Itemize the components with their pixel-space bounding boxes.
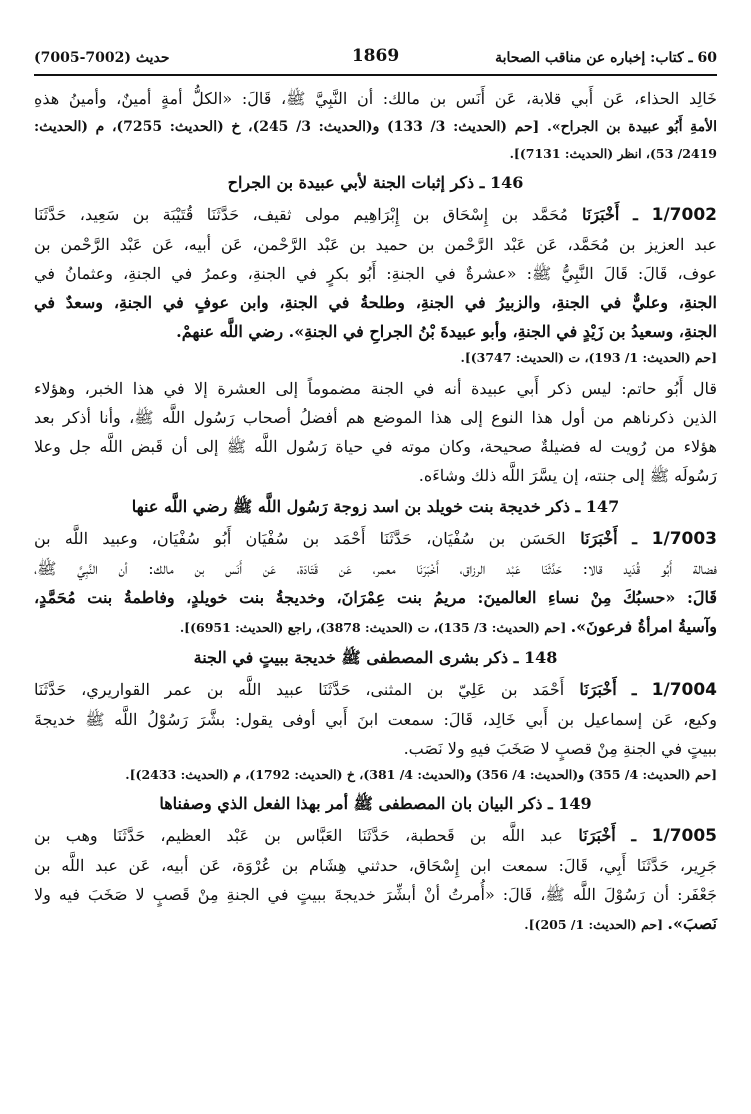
chapter-title: 60 ـ كتاب: إخباره عن مناقب الصحابة	[495, 50, 717, 66]
hadith-line	[34, 675, 717, 705]
hadith-opening: ـ أَخْبَرَنَا	[565, 529, 652, 548]
page-header	[34, 46, 717, 70]
hadith-line	[34, 200, 717, 230]
hadith-line: قَالَ: «حسبُكَ مِنْ نساءِ العالمينَ: مريمُ بنت عِمْرَانَ، وخديجةُ بنت خويلدٍ، وفاطمةُ بنت مُحَمَّدٍ،	[34, 588, 717, 607]
page-body	[34, 84, 717, 938]
hadith-line	[34, 612, 717, 641]
hadith-text: وآسيةُ امرأةُ فرعونَ».	[570, 617, 717, 636]
hadith-text: نَصبَ».	[667, 914, 717, 933]
commentary-line: الذين ذكرناهم من أول هذا النوع إلى هذا الموضع هم أفضلُ أصحاب رَسُول اللَّه ﷺ، وأنا أذكر بعد	[34, 408, 717, 427]
hadith-line: ببيتٍ في الجنةِ مِنْ قصبٍ لا صَخَبَ فيهِ ولا نَصَب.	[403, 739, 717, 758]
hadith-text: الحَسَن بن سُفْيَان، حَدَّثَنَا أَحْمَد بن سُفْيَان أَبُو سُفْيَان، وعبيد اللَّه بن	[34, 529, 566, 548]
commentary-line: قال أَبُو حاتم: ليس ذكر أَبي عبيدة أنه في الجنة مضموماً إلى العشرة إلا في هذا الخبر، وهؤلاء	[34, 379, 717, 398]
hadith-ref: [حم (الحديث: 3/ 135)، ت (الحديث: 3878)، راجع (الحديث: 6951)].	[179, 620, 571, 635]
hadith-line: وكيع، عَن إسماعيل بن أَبي خَالِد، قَالَ: سمعت ابنَ أَبي أوفى يقول: بشَّرَ رَسُوْلُ اللَّه ﷺ خديجةَ	[34, 710, 717, 729]
hadith-ref: [حم (الحديث: 1/ 193)، ت (الحديث: 3747)].	[460, 350, 717, 365]
page-number: 1869	[351, 46, 400, 66]
commentary-line: هؤلاء من رُويت له فضيلةٌ صحيحة، وكان موته في حياة رَسُول اللَّه ﷺ إلى أن قَبض اللَّه جل وعلا	[34, 437, 717, 456]
hadith-text: مُحَمَّد بن إِسْحَاق بن إِبْرَاهِيم مولى ثقيف، حَدَّثَنَا قُتَيْبَة بن سَعِيد، حَدَّثَنَا	[34, 205, 569, 224]
hadith-text: جَعْفَر: أن رَسُوْلَ اللَّه ﷺ، قَالَ: «أُمرتُ أنْ أبشِّرَ خديجةَ ببيتٍ في الجنةِ مِنْ قَصبٍ لا صَخَبَ فيه ولا	[34, 885, 717, 904]
section-heading: 148 ـ ذكر بشرى المصطفى ﷺ خديجة ببيتٍ في الجنة	[193, 648, 558, 667]
hadith-line	[34, 259, 717, 288]
hadith-opening: ـ أَخْبَرَنَا	[564, 680, 652, 699]
section-heading: 146 ـ ذكر إثبات الجنة لأبي عبيدة بن الجراح	[227, 173, 524, 192]
hadith-line: جَرِير، حَدَّثَنَا أَبِي، قَالَ: سمعت ابن إِسْحَاق، حدثني هِشَام بن عُرْوَة، عَن أبيه، عَن عبد اللَّه بن	[34, 856, 717, 875]
hadith-ref: [حم (الحديث: 4/ 355) و(الحديث: 4/ 356) و(الحديث: 4/ 381)، خ (الحديث: 1792)، م (الحديث: 2433)].	[125, 767, 717, 782]
hadith-line: الجنةِ، وسعيدُ بن زَيْدٍ في الجنةِ، وأبو عبيدةَ بْنُ الجراحِ في الجنةِ». رضي اللَّه عنهمْ.	[176, 322, 717, 341]
hadith-line	[34, 821, 717, 851]
section-heading: 147 ـ ذكر خديجة بنت خويلد بن اسد زوجة رَسُول اللَّه ﷺ رضي اللَّه عنها	[131, 497, 620, 516]
hadith-ref: [حم (الحديث: 1/ 205)].	[524, 917, 668, 932]
intro-ref: 2419/ 53)، انظر (الحديث: 7131)].	[509, 146, 717, 161]
hadith-number: 1/7003	[651, 529, 718, 549]
header-rule	[34, 74, 717, 76]
hadith-line	[34, 909, 717, 938]
hadith-line: الجنةِ، وعليٌّ في الجنةِ، والزبيرُ في الجنةِ، وطلحةُ في الجنةِ، وابن عوفٍ في الجنةِ، وسعدٌ في	[34, 293, 718, 312]
intro-line: خَالِد الحذاء، عَن أَبي قلابة، عَن أَنَس بن مالك: أن النَّبِيَّ ﷺ، قَالَ: «الكلُّ أمةٍ أمينٌ، وأمينُ هذهِ	[34, 89, 717, 108]
hadith-text: أَحْمَد بن عَلِيّ بن المثنى، حَدَّثَنَا عبيد اللَّه بن عمر القواريري، حَدَّثَنَا	[34, 680, 565, 699]
hadith-opening: ـ أَخْبَرَنَا	[568, 205, 652, 224]
hadith-opening: ـ أَخْبَرَنَا	[562, 826, 652, 845]
hadith-line: فضالة أَبُو قُدَيد قالا: حَدَّثَنَا عَبْد الرزاق، أَخْبَرَنَا معمر، عَن قَتَادَة، عَن أَنَس بن مالك: أن النَّبِيَّ ﷺ،	[34, 559, 717, 578]
intro-line: الأمةِ أَبُو عبيدة بن الجراح». [حم (الحديث: 3/ 133) و(الحديث: 3/ 245)، خ (الحديث: 7255)، م (الحديث:	[34, 119, 717, 135]
commentary-line: رَسُولَه ﷺ إلى جنته، إن يسَّرَ اللَّه ذلك وشاءَه.	[418, 466, 717, 485]
section-heading: 149 ـ ذكر البيان بان المصطفى ﷺ أمر بهذا الفعل الذي وصفناها	[159, 794, 592, 813]
hadith-line	[34, 524, 717, 554]
hadith-number: 1/7002	[651, 205, 717, 225]
hadith-text: عبد اللَّه بن قَحطبة، حَدَّثَنَا العَبَّاس بن عَبْد العظيم، حَدَّثَنَا وهب بن	[34, 826, 563, 845]
hadith-number: 1/7004	[651, 680, 718, 700]
hadith-range: حديث (7002-7005)	[34, 50, 170, 66]
hadith-number: 1/7005	[651, 826, 718, 846]
hadith-line: عبد العزيز بن مُحَمَّد، عَن عَبْد الرَّحْمن بن حميد بن عَبْد الرَّحْمن، عَن أبيه، عَن عَبْد الرَّحْمن بن	[34, 235, 717, 254]
hadith-text: عوف، قَالَ: قَالَ النَّبِيُّ ﷺ: «عشرةٌ في الجنةِ: أَبُو بكرٍ في الجنةِ، وعمرُ في الجنةِ، وعثمانُ في	[34, 264, 717, 283]
hadith-line	[34, 880, 717, 909]
